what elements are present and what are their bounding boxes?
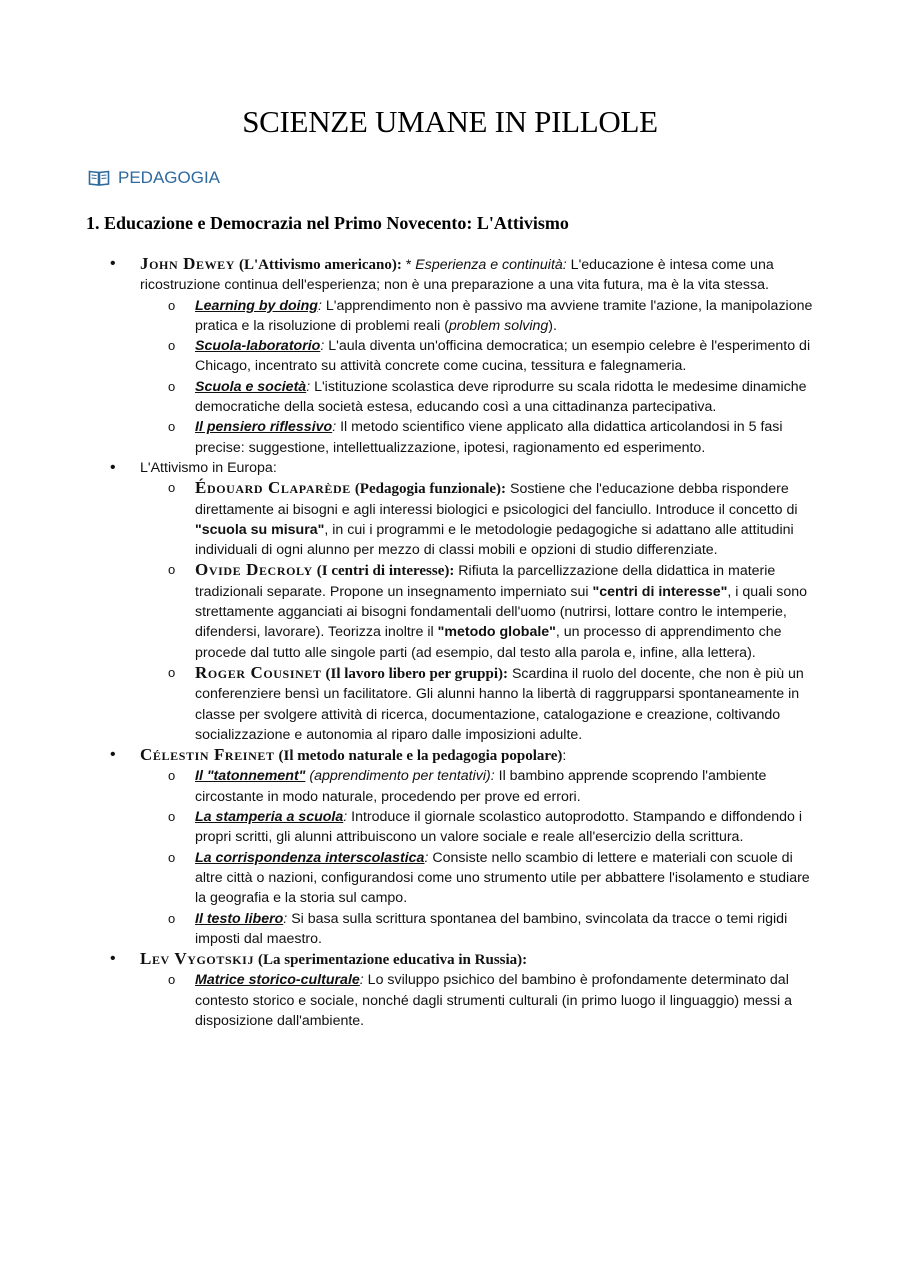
term: Scuola e società xyxy=(195,378,307,395)
author-subtitle: (I centri di interesse): xyxy=(316,563,455,580)
section-label-text: PEDAGOGIA xyxy=(118,168,221,187)
author-name: Ovide Decroly xyxy=(195,560,313,580)
term: Matrice storico-culturale xyxy=(195,972,360,989)
term: La corrispondenza interscolastica xyxy=(195,849,425,866)
section-label xyxy=(88,168,220,188)
list-item-decroly: o Ovide Decroly (I centri di interesse): Rifiuta la parcellizzazione della didattica in materie tradizionali separate. Propone un insegnamento imperniato sui "centri di interesse", i quali sono strettamente agganciati ai bisogni fondamentali dell'uomo (nutrirsi, lottare contro le intemperie, difendersi, lavorare). Teorizza inoltre il "metodo globale", un processo di apprendimento che procede dal tutto alle singole parti (ad esempio, dal testo alla parola e, infine, alla lettera). xyxy=(168,560,808,661)
author-subtitle: (Pedagogia funzionale): xyxy=(354,481,507,498)
list-item: o Il "tatonnement" (apprendimento per tentativi): Il bambino apprende scoprendo l'ambiente circostante in modo naturale, procedendo per prove ed errori. xyxy=(168,768,767,805)
list-item-dewey: • John Dewey (L'Attivismo americano): * Esperienza e continuità: L'educazione è intesa come una ricostruzione continua dell'esperienza; non è una preparazione a una vita futura, ma è la vita stessa. xyxy=(110,254,774,294)
bullet: o xyxy=(168,910,176,926)
bullet: o xyxy=(168,480,176,496)
open-book-icon xyxy=(88,169,110,187)
list-item: o Learning by doing: L'apprendimento non è passivo ma avviene tramite l'azione, la manipolazione pratica e la risoluzione di problemi reali (problem solving). xyxy=(168,297,813,334)
section-heading: 1. Educazione e Democrazia nel Primo Novecento: L'Attivismo xyxy=(86,213,569,233)
bullet: o xyxy=(168,562,176,578)
author-name: Lev Vygotskij xyxy=(140,949,255,969)
bullet: o xyxy=(168,419,176,435)
term: La stamperia a scuola xyxy=(195,809,344,826)
term: Il pensiero riflessivo xyxy=(195,419,333,436)
intro-text: L'educazione è intesa come una ricostruzione continua dell'esperienza; non è una preparazione a una vita futura, ma è la vita stessa. xyxy=(140,257,774,294)
bullet: • xyxy=(110,746,116,764)
author-subtitle: (Il metodo naturale e la pedagogia popolare) xyxy=(278,748,563,765)
bullet: • xyxy=(110,255,116,272)
list-item: o Scuola e società: L'istituzione scolastica deve riprodurre su scala ridotta le medesime dinamiche democratiche della società estesa, educando così a una cittadinanza partecipativa. xyxy=(168,378,807,416)
list-item-freinet: • Célestin Freinet (Il metodo naturale e la pedagogia popolare): xyxy=(110,745,567,765)
list-item: o Il testo libero: Si basa sulla scrittura spontanea del bambino, svincolata da tracce o temi rigidi imposti dal maestro. xyxy=(168,910,788,947)
bullet: o xyxy=(168,768,176,784)
list-item-cousinet: o Roger Cousinet (Il lavoro libero per gruppi): Scardina il ruolo del docente, che non è più un conferenziere bensì un facilitatore. Gli alunni hanno la libertà di raggrupparsi spontaneamente in classe per svolgere attività di ricerca, documentazione, catalogazione e creazione, coltivando socializzazione e autonomia al riparo dalle imposizioni adulte. xyxy=(168,662,804,743)
list-item: o La corrispondenza interscolastica: Consiste nello scambio di lettere e materiali con scuole di altre città o nazioni, configurandosi come uno strumento utile per abbattere l'isolamento e studiare la geografia e la storia sul campo. xyxy=(168,849,810,907)
author-name: Roger Cousinet xyxy=(195,662,322,682)
bullet: o xyxy=(168,972,176,988)
author-name: Célestin Freinet xyxy=(140,745,275,765)
author-subtitle: (Il lavoro libero per gruppi): xyxy=(325,665,509,682)
bullet: • xyxy=(110,458,116,476)
list-item: o Scuola-laboratorio: L'aula diventa un'officina democratica; un esempio celebre è l'esperimento di Chicago, incentrato su attività concrete come cucina, tessitura e falegnameria. xyxy=(168,338,811,375)
bullet: • xyxy=(110,950,116,968)
term: Learning by doing xyxy=(195,297,318,314)
europe-label: L'Attivismo in Europa: xyxy=(140,459,277,476)
bullet: o xyxy=(168,664,176,680)
list-item-europe xyxy=(110,458,820,478)
intro-label: Esperienza e continuità: xyxy=(415,257,567,273)
bullet: o xyxy=(168,809,176,825)
list-item: o Il pensiero riflessivo: Il metodo scientifico viene applicato alla didattica articolandosi in 5 fasi precise: suggestione, intellettualizzazione, ipotesi, ragionamento ed esperimento. xyxy=(168,419,783,456)
list-item-vygotskij xyxy=(110,949,820,970)
author-name: Édouard Claparède xyxy=(195,478,351,498)
list-item: o Matrice storico-culturale: Lo sviluppo psichico del bambino è profondamente determinato dal contesto storico e sociale, nonché dagli strumenti culturali (in primo luogo il linguaggio) messi a disposizione dall'ambiente. xyxy=(168,972,792,1029)
bullet: o xyxy=(168,849,176,865)
document-title: SCIENZE UMANE IN PILLOLE xyxy=(242,104,658,139)
document-body xyxy=(110,254,820,1031)
author-name: John Dewey xyxy=(140,254,236,273)
author-subtitle: (L'Attivismo americano): xyxy=(239,257,402,273)
list-item: o La stamperia a scuola: Introduce il giornale scolastico autoprodotto. Stampando e diffondendo i propri scritti, gli alunni attribuiscono un valore sociale e reale all'esercizio della scrittura. xyxy=(168,809,803,846)
bullet: o xyxy=(168,297,176,313)
author-subtitle: (La sperimentazione educativa in Russia): xyxy=(258,952,528,969)
term: Il "tatonnement" xyxy=(195,768,306,785)
term: Scuola-laboratorio xyxy=(195,338,321,355)
term: Il testo libero xyxy=(195,910,284,927)
bullet: o xyxy=(168,338,176,354)
bullet: o xyxy=(168,378,176,394)
list-item-claparede: o Édouard Claparède (Pedagogia funzionale): Sostiene che l'educazione debba rispondere direttamente ai bisogni e agli interessi biologici e psicologici del fanciullo. Introduce il concetto di "scuola su misura", in cui i programmi e le metodologie pedagogiche si adattano alle attitudini individuali di ogni alunno per mezzo di classi mobili e opzioni di studio differenziate. xyxy=(168,478,798,559)
